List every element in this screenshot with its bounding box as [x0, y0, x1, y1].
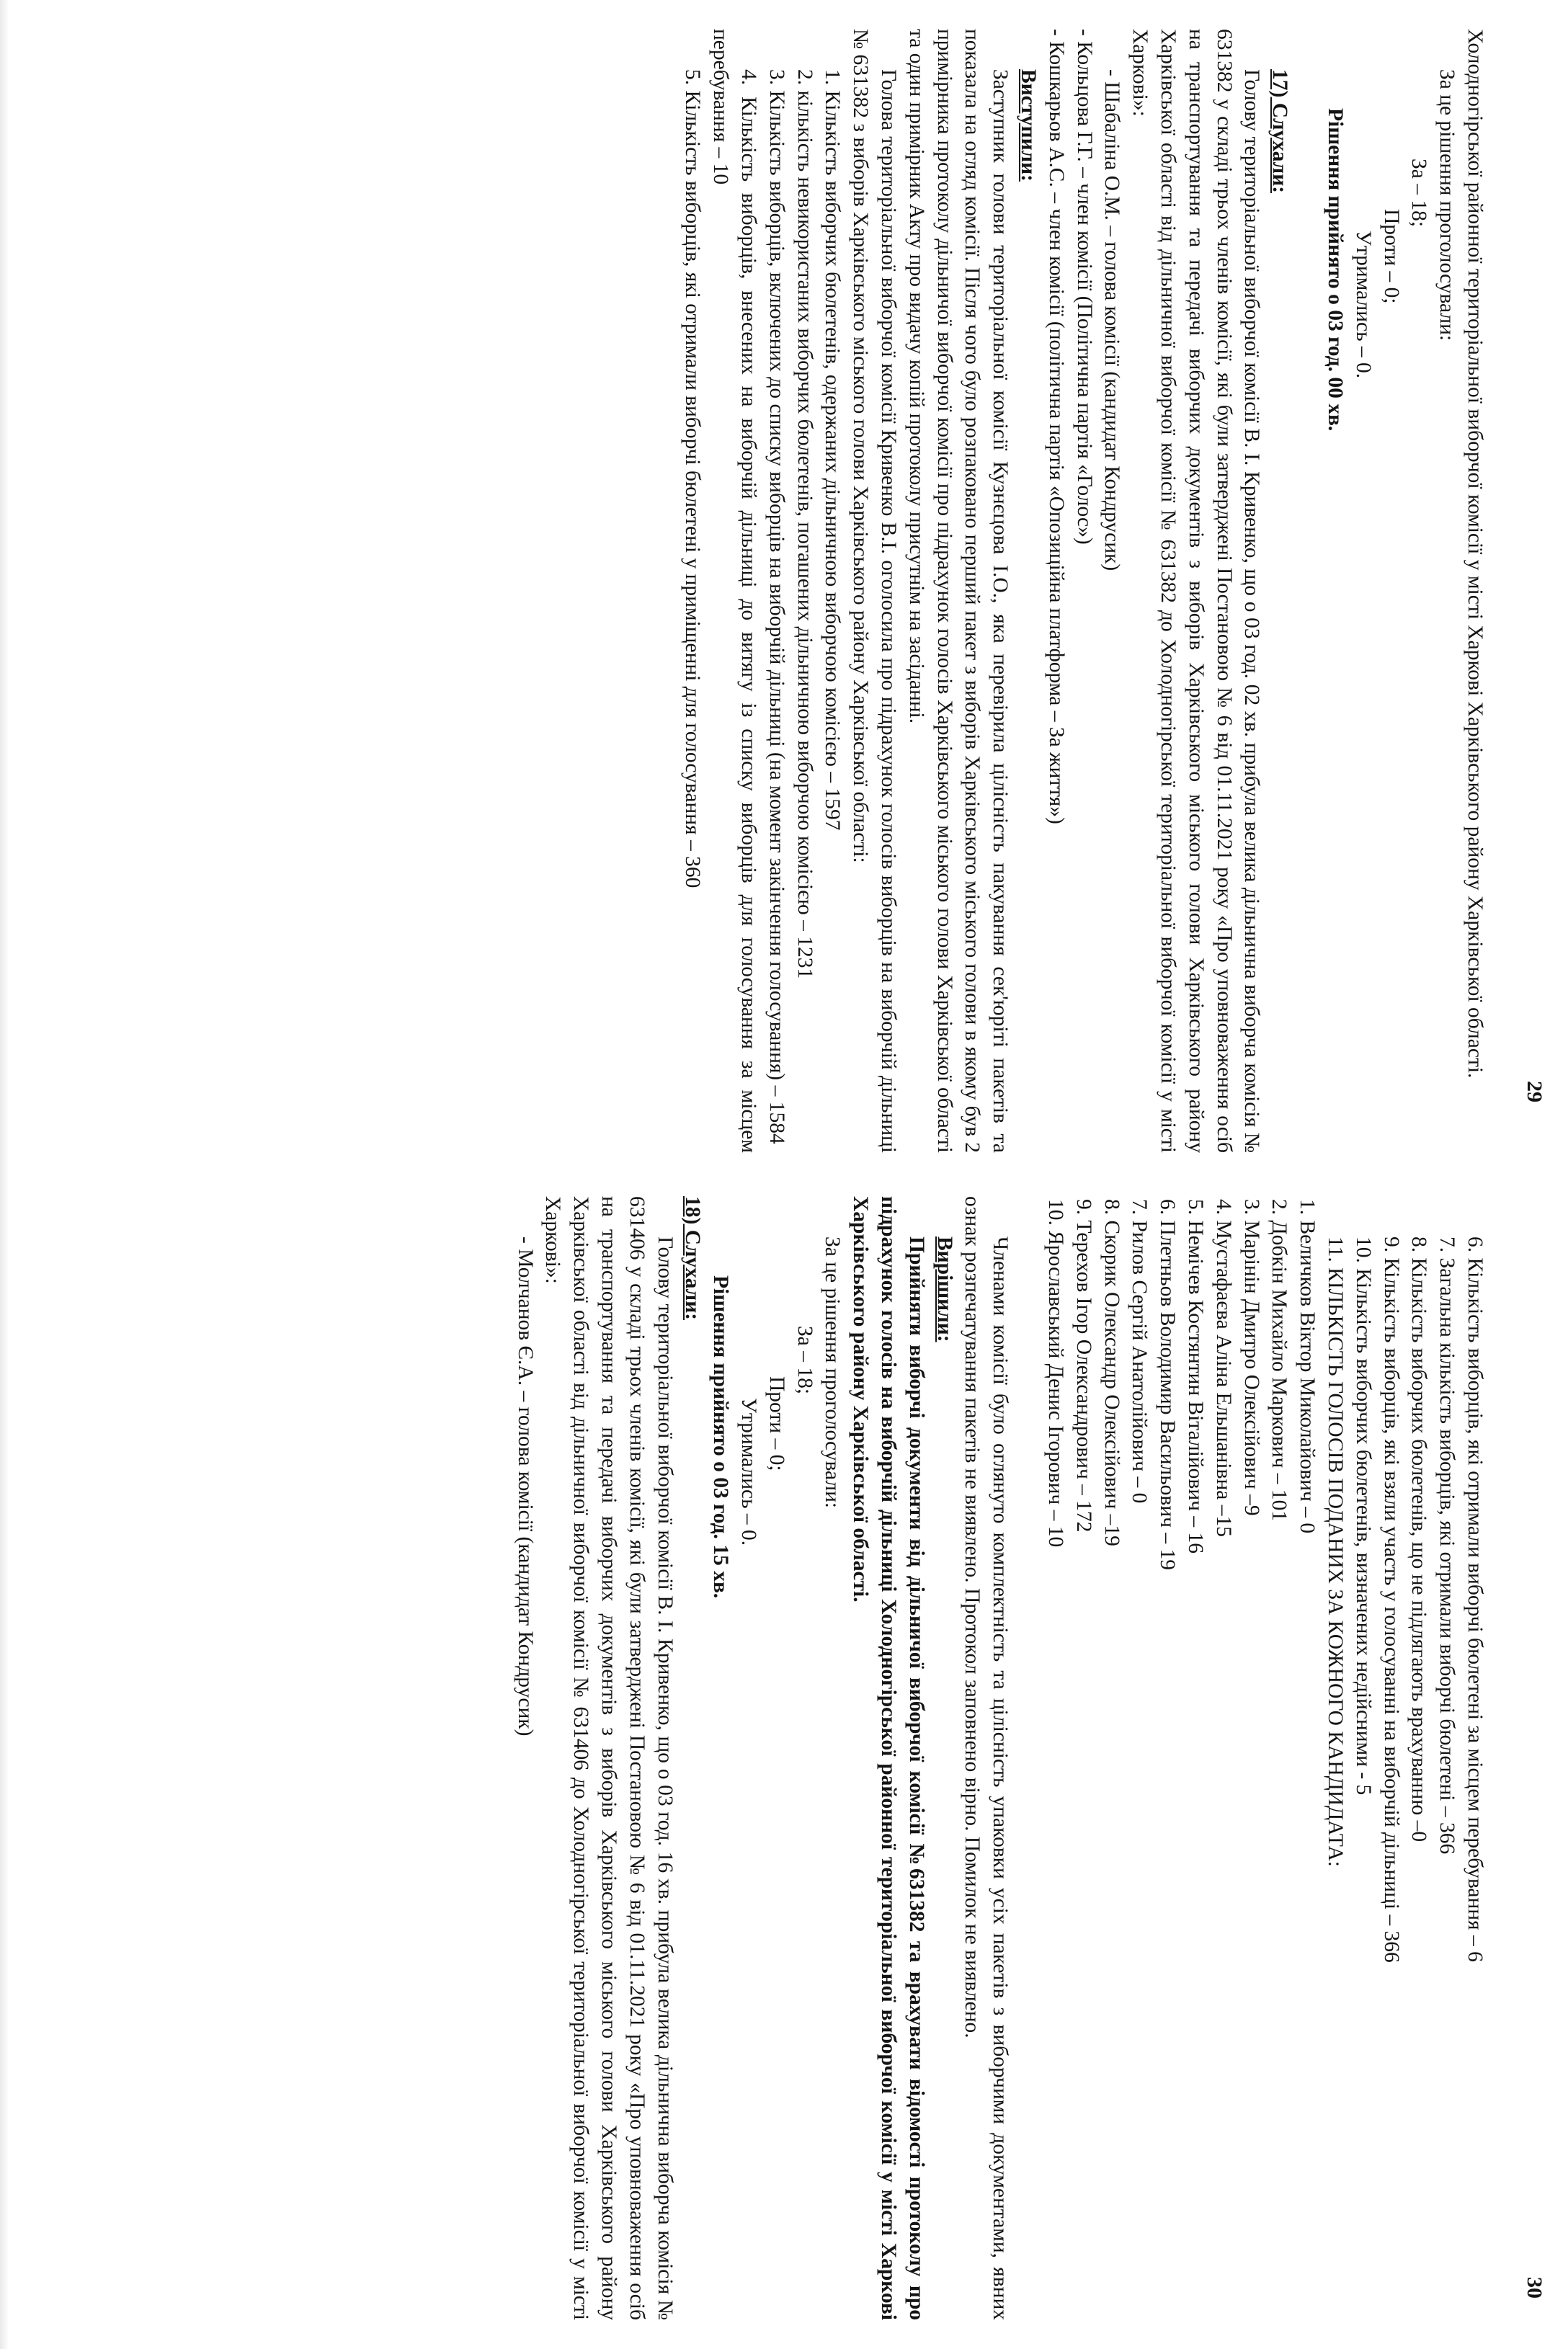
heard-heading: 17) Слухали:	[1268, 69, 1292, 194]
list-item: 2. кількість невикористаних виборчих бюлетенів, погашених дільничною виборчою комісією – 1231	[793, 69, 816, 979]
candidate-item: 5. Немічев Костянтин Віталійович – 16	[1184, 1199, 1208, 1554]
decision-time: Рішення прийнято о 03 год. 00 хв.	[1324, 108, 1348, 432]
vote-for: За – 18;	[793, 1326, 816, 1395]
vote-for: За – 18;	[1407, 159, 1431, 228]
decided-heading: Вирішили:	[932, 1236, 956, 1342]
page-text	[679, 29, 1489, 1153]
member-item: - Кольцова Г.Г. – член комісії (Політична партія «Голос»)	[1072, 29, 1096, 545]
member-item: - Кошкарьов А.С. – член комісії (політична партія «Опозиційна платформа – За життя»)	[1044, 29, 1068, 824]
candidate-item: 9. Терехов Ігор Олександрович – 172	[1072, 1199, 1095, 1533]
list-item: 3. Кількість виборців, включених до списку виборців на виборчій дільниці (на момент закінчення голосування) – 1584	[765, 69, 788, 1144]
page-number: 30	[1523, 2277, 1546, 2299]
page-number: 29	[1523, 1081, 1546, 1102]
list-item: 10. Кількість виборчих бюлетенів, визначених недійсними - 5	[1351, 1236, 1375, 1796]
paragraph: Холодногірської районної територіальної виборчої комісії у місті Харкові Харківського району Харківської області.	[1464, 29, 1487, 1079]
page-text	[511, 1196, 1489, 2320]
page-30	[0, 1196, 1568, 2320]
heard-heading: 18) Слухали:	[681, 1196, 705, 1321]
candidate-item: 7. Рилов Сергій Анатолійович – 0	[1128, 1199, 1152, 1504]
list-item: 11. КІЛЬКІСТЬ ГОЛОСІВ ПОДАНИХ ЗА КОЖНОГО КАНДИДАТА:	[1324, 1236, 1348, 1867]
vote-against: Проти – 0;	[765, 1376, 788, 1471]
list-item: 4. Кількість виборців, внесених на виборчій дільниці до витягу із списку виборців для голосування за місцем перебування – 10	[709, 29, 761, 1153]
heard-text: Голову територіальної виборчої комісії В. І. Кривенко, що о 03 год. 16 хв. прибула велика дільнична виборча комісія № 631406 у складі трьох членів комісії, які були затверджені Постановою № 6 від 01.11.2021 року «Про уповноваження осіб на транспортування та передачі виборчих документів з виборів Харківського міського голови Харківського району Харківської області від дільничної виборчої комісії № 631406 до Холодногірської територіальної виборчої комісії у місті Харкові»:	[541, 1196, 677, 2320]
candidate-item: 3. Марінін Дмитро Олексійович –9	[1239, 1199, 1263, 1516]
candidate-item: 10. Ярославський Денис Ігорович – 10	[1044, 1199, 1068, 1548]
candidate-item: 4. Мустафаєва Аліна Ельшанівна –15	[1211, 1199, 1235, 1537]
spoke-heading: Виступили:	[1017, 69, 1041, 182]
candidate-item: 2. Добкін Михайло Маркович – 101	[1268, 1199, 1291, 1522]
list-item: 7. Загальна кількість виборців, які отримали виборчі бюлетені – 366	[1435, 1236, 1459, 1855]
vote-intro: За це рішення проголосували:	[821, 1236, 845, 1509]
vote-abstain: Утримались – 0.	[1351, 231, 1375, 379]
vote-intro: За це рішення проголосували:	[1435, 69, 1459, 342]
candidate-item: 6. Плетньов Володимир Васильович – 19	[1156, 1199, 1180, 1570]
list-item: 8. Кількість виборчих бюлетенів, що не підлягають врахуванню –0	[1407, 1236, 1431, 1842]
member-item: - Шабаліна О.М. – голова комісії (кандидат Кондрусик)	[1100, 69, 1124, 571]
candidate-item: 8. Скорик Олександр Олексійович –19	[1100, 1199, 1123, 1546]
page-29	[0, 29, 1568, 1153]
spoke-text: Голова територіальної виборчої комісії Кривенко В.І. оголосила про підрахунок голосів виборців на виборчій дільниці № 631382 з виборів Харківського міського голови Харківського району Харківської області:	[849, 29, 901, 1153]
vote-abstain: Утримались – 0.	[737, 1398, 761, 1546]
list-item: 1. Кількість виборчих бюлетенів, одержаних дільничною виборчою комісією – 1597	[821, 69, 845, 831]
candidate-item: 1. Величков Віктор Миколайович – 0	[1296, 1199, 1319, 1534]
list-item: 9. Кількість виборців, які взяли участь у голосуванні на виборчій дільниці – 366	[1379, 1236, 1403, 1963]
member-item: - Молчанов Є.А. – голова комісії (кандидат Кондрусик)	[513, 1236, 537, 1737]
spoke-text: Заступник голови територіальної комісії Кузнєцова І.О., яка перевірила цілісність пакування сек'юріті пакетів та показала на огляд комісії. Після чого було розпаковано перший пакет з виборів Харківського міського голови в якому був 2 примірника протоколу дільничої виборчої комісії про підрахунок голосів Харківського міського голови Харківської області та один примірник Акту про видачу копій протоколу присутнім на засіданні.	[904, 29, 1012, 1153]
list-item: 5. Кількість виборців, які отримали виборчі бюлетені у приміщенні для голосування – 360	[681, 69, 705, 888]
decided-text: Прийняти виборчі документи від дільничої виборчої комісії №631382 та врахувати відомості протоколу про підрахунок голосів на виборчій дільниці Холодногірської районної територіальної виборчої комісії у місті Харкові Харківського району Харківської області.	[849, 1196, 928, 2320]
check-text: Членами комісії було оглянуто комплектність та цілісність упаковки усіх пакетів з виборчими документами, явних ознак розпечатування пакетів не виявлено. Протокол заповнено вірно. Помилок не виявлено.	[961, 1196, 1012, 2320]
list-item: 6. Кількість виборців, які отримали виборчі бюлетені за місцем перебування – 6	[1464, 1236, 1487, 1962]
heard-text: Голову територіальної виборчої комісії В. І. Кривенко, що о 03 год. 02 хв. прибула велика дільнична виборча комісія № 631382 у складі трьох членів комісії, які були затверджені Постановою № 6 від 01.11.2021 року «Про уповноваження осіб на транспортування та передачі виборчих документів з виборів Харківського міського голови Харківського району Харківської області від дільничної виборчої комісії № 631382 до Холодногірської територіальної виборчої комісії у місті Харкові»:	[1128, 29, 1264, 1153]
decision-time: Рішення прийнято о 03 год. 15 хв.	[709, 1275, 733, 1599]
vote-against: Проти – 0;	[1379, 209, 1403, 304]
